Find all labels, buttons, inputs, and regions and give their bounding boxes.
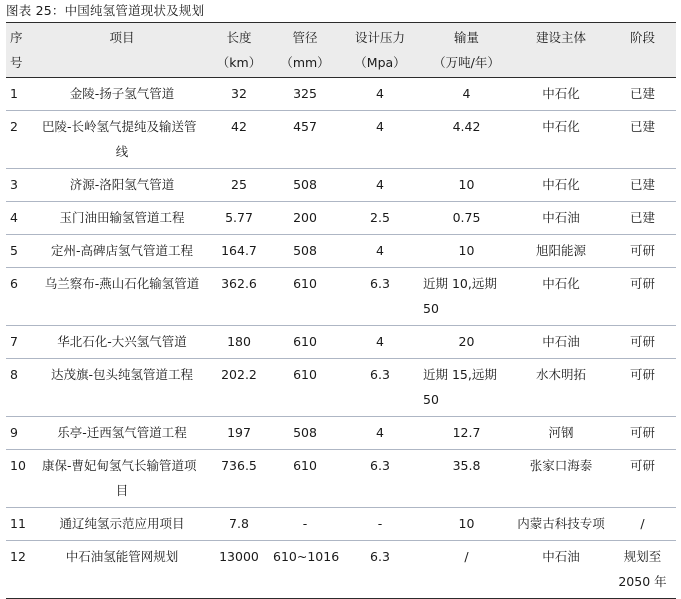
cell-pressure: - bbox=[377, 516, 383, 531]
cell-owner: 中石化 bbox=[542, 276, 580, 291]
cell-volume: 10 bbox=[458, 243, 475, 258]
cell-stage: 已建 bbox=[629, 210, 655, 225]
table-row bbox=[6, 111, 676, 169]
cell-length: 202.2 bbox=[221, 367, 257, 382]
cell-stage: 可研 bbox=[629, 276, 655, 291]
header-no bbox=[6, 23, 36, 78]
cell-project-name: 中石油氢能管网规划 bbox=[65, 549, 179, 564]
cell-length: 197 bbox=[227, 425, 251, 440]
cell-volume: 10 bbox=[458, 516, 475, 531]
cell-diameter: 508 bbox=[293, 425, 317, 440]
header-stage bbox=[609, 23, 676, 78]
cell-owner: 水木明拓 bbox=[535, 367, 586, 382]
header-name bbox=[36, 23, 208, 78]
cell-diameter: 610~1016 bbox=[273, 549, 340, 564]
cell-owner: 中石化 bbox=[542, 86, 580, 101]
header-owner-line1: 建设主体 bbox=[535, 30, 586, 45]
header-diameter bbox=[270, 23, 340, 78]
cell-length: 736.5 bbox=[221, 458, 257, 473]
table-row bbox=[6, 417, 676, 450]
header-length-line2: （km） bbox=[216, 55, 262, 70]
cell-stage: 已建 bbox=[629, 177, 655, 192]
cell-no: 5 bbox=[10, 243, 18, 258]
cell-volume: 4 bbox=[462, 86, 471, 101]
table-row bbox=[6, 235, 676, 268]
table-row bbox=[6, 169, 676, 202]
table-row bbox=[6, 78, 676, 111]
cell-diameter: 610 bbox=[293, 334, 317, 349]
header-no-line1: 序 bbox=[10, 30, 23, 45]
header-owner bbox=[513, 23, 609, 78]
pipeline-table bbox=[6, 22, 676, 599]
cell-stage: 已建 bbox=[629, 119, 655, 134]
cell-pressure: 4 bbox=[376, 425, 384, 440]
cell-owner: 中石油 bbox=[542, 549, 580, 564]
cell-owner: 河钢 bbox=[548, 425, 574, 440]
cell-no: 10 bbox=[10, 458, 26, 473]
cell-no: 9 bbox=[10, 425, 18, 440]
table-row bbox=[6, 326, 676, 359]
cell-diameter: - bbox=[302, 516, 308, 531]
cell-diameter: 508 bbox=[293, 243, 317, 258]
cell-stage: 可研 bbox=[629, 243, 655, 258]
cell-length: 42 bbox=[231, 119, 247, 134]
cell-project-name: 定州-高碑店氢气管道工程 bbox=[50, 243, 193, 258]
cell-stage: 可研 bbox=[629, 367, 655, 382]
cell-pressure: 6.3 bbox=[370, 458, 390, 473]
cell-stage: 可研 bbox=[629, 334, 655, 349]
header-diameter-line1: 管径 bbox=[292, 30, 318, 45]
cell-length: 13000 bbox=[219, 549, 259, 564]
cell-project-name: 济源-洛阳氢气管道 bbox=[69, 177, 175, 192]
cell-pressure: 4 bbox=[376, 334, 384, 349]
cell-project-name: 玉门油田输氢管道工程 bbox=[59, 210, 185, 225]
header-pressure bbox=[340, 23, 420, 78]
table-row bbox=[6, 202, 676, 235]
cell-no: 8 bbox=[10, 367, 18, 382]
cell-no: 11 bbox=[10, 516, 26, 531]
cell-project-name: 达茂旗-包头纯氢管道工程 bbox=[50, 367, 193, 382]
cell-no: 7 bbox=[10, 334, 18, 349]
header-pressure-line1: 设计压力 bbox=[354, 30, 405, 45]
table-row bbox=[6, 450, 676, 508]
header-length bbox=[208, 23, 270, 78]
header-stage-line1: 阶段 bbox=[629, 30, 655, 45]
header-name-line1: 项目 bbox=[109, 30, 135, 45]
cell-diameter: 325 bbox=[293, 86, 317, 101]
cell-owner: 张家口海泰 bbox=[529, 458, 593, 473]
cell-pressure: 6.3 bbox=[370, 276, 390, 291]
cell-volume: 4.42 bbox=[452, 119, 481, 134]
cell-diameter: 610 bbox=[293, 276, 317, 291]
cell-volume: 近期 15,远期 50 bbox=[423, 367, 497, 407]
cell-project-name: 通辽纯氢示范应用项目 bbox=[59, 516, 185, 531]
cell-project-name: 巴陵-长岭氢气提纯及输送管线 bbox=[42, 119, 197, 159]
cell-owner: 旭阳能源 bbox=[535, 243, 586, 258]
cell-no: 6 bbox=[10, 276, 18, 291]
figure-title: 图表 25：中国纯氢管道现状及规划 bbox=[6, 3, 205, 18]
cell-volume: 10 bbox=[458, 177, 475, 192]
header-volume bbox=[420, 23, 513, 78]
header-pressure-line2: （Mpa） bbox=[354, 55, 406, 70]
cell-pressure: 2.5 bbox=[370, 210, 390, 225]
cell-volume: 35.8 bbox=[452, 458, 481, 473]
cell-pressure: 6.3 bbox=[370, 549, 390, 564]
header-no-line2: 号 bbox=[10, 55, 23, 70]
cell-length: 362.6 bbox=[221, 276, 257, 291]
table-row bbox=[6, 359, 676, 417]
table-row bbox=[6, 541, 676, 599]
cell-length: 164.7 bbox=[221, 243, 257, 258]
cell-pressure: 4 bbox=[376, 119, 384, 134]
cell-diameter: 610 bbox=[293, 367, 317, 382]
cell-length: 5.77 bbox=[225, 210, 253, 225]
cell-pressure: 4 bbox=[376, 86, 384, 101]
cell-length: 25 bbox=[231, 177, 247, 192]
cell-volume: 20 bbox=[458, 334, 475, 349]
cell-stage: / bbox=[640, 516, 645, 531]
cell-owner: 中石化 bbox=[542, 177, 580, 192]
cell-owner: 中石油 bbox=[542, 334, 580, 349]
cell-volume: 0.75 bbox=[452, 210, 481, 225]
cell-no: 12 bbox=[10, 549, 26, 564]
cell-volume: 近期 10,远期 50 bbox=[423, 276, 497, 316]
cell-no: 3 bbox=[10, 177, 18, 192]
cell-stage: 已建 bbox=[629, 86, 655, 101]
cell-diameter: 200 bbox=[293, 210, 317, 225]
cell-length: 180 bbox=[227, 334, 251, 349]
table-row bbox=[6, 268, 676, 326]
cell-pressure: 6.3 bbox=[370, 367, 390, 382]
table-row bbox=[6, 508, 676, 541]
cell-project-name: 乐亭-迁西氢气管道工程 bbox=[57, 425, 187, 440]
cell-owner: 中石油 bbox=[542, 210, 580, 225]
header-diameter-line2: （mm） bbox=[280, 55, 330, 70]
cell-diameter: 508 bbox=[293, 177, 317, 192]
cell-length: 32 bbox=[231, 86, 247, 101]
cell-project-name: 康保-曹妃甸氢气长输管道项目 bbox=[42, 458, 197, 498]
header-length-line1: 长度 bbox=[226, 30, 252, 45]
cell-project-name: 华北石化-大兴氢气管道 bbox=[57, 334, 187, 349]
header-volume-line1: 输量 bbox=[453, 30, 479, 45]
cell-volume: / bbox=[464, 549, 469, 564]
cell-pressure: 4 bbox=[376, 243, 384, 258]
cell-no: 1 bbox=[10, 86, 18, 101]
cell-owner: 中石化 bbox=[542, 119, 580, 134]
cell-stage: 可研 bbox=[629, 425, 655, 440]
cell-project-name: 金陵-扬子氢气管道 bbox=[69, 86, 175, 101]
cell-length: 7.8 bbox=[229, 516, 249, 531]
cell-pressure: 4 bbox=[376, 177, 384, 192]
cell-no: 2 bbox=[10, 119, 18, 134]
cell-no: 4 bbox=[10, 210, 18, 225]
cell-stage: 可研 bbox=[629, 458, 655, 473]
cell-project-name: 乌兰察布-燕山石化输氢管道 bbox=[44, 276, 200, 291]
cell-diameter: 457 bbox=[293, 119, 317, 134]
header-volume-line2: （万吨/年） bbox=[433, 55, 500, 70]
cell-stage: 规划至 2050 年 bbox=[618, 549, 667, 589]
cell-volume: 12.7 bbox=[452, 425, 481, 440]
cell-owner: 内蒙古科技专项 bbox=[517, 516, 605, 531]
cell-diameter: 610 bbox=[293, 458, 317, 473]
header-row bbox=[6, 23, 676, 78]
